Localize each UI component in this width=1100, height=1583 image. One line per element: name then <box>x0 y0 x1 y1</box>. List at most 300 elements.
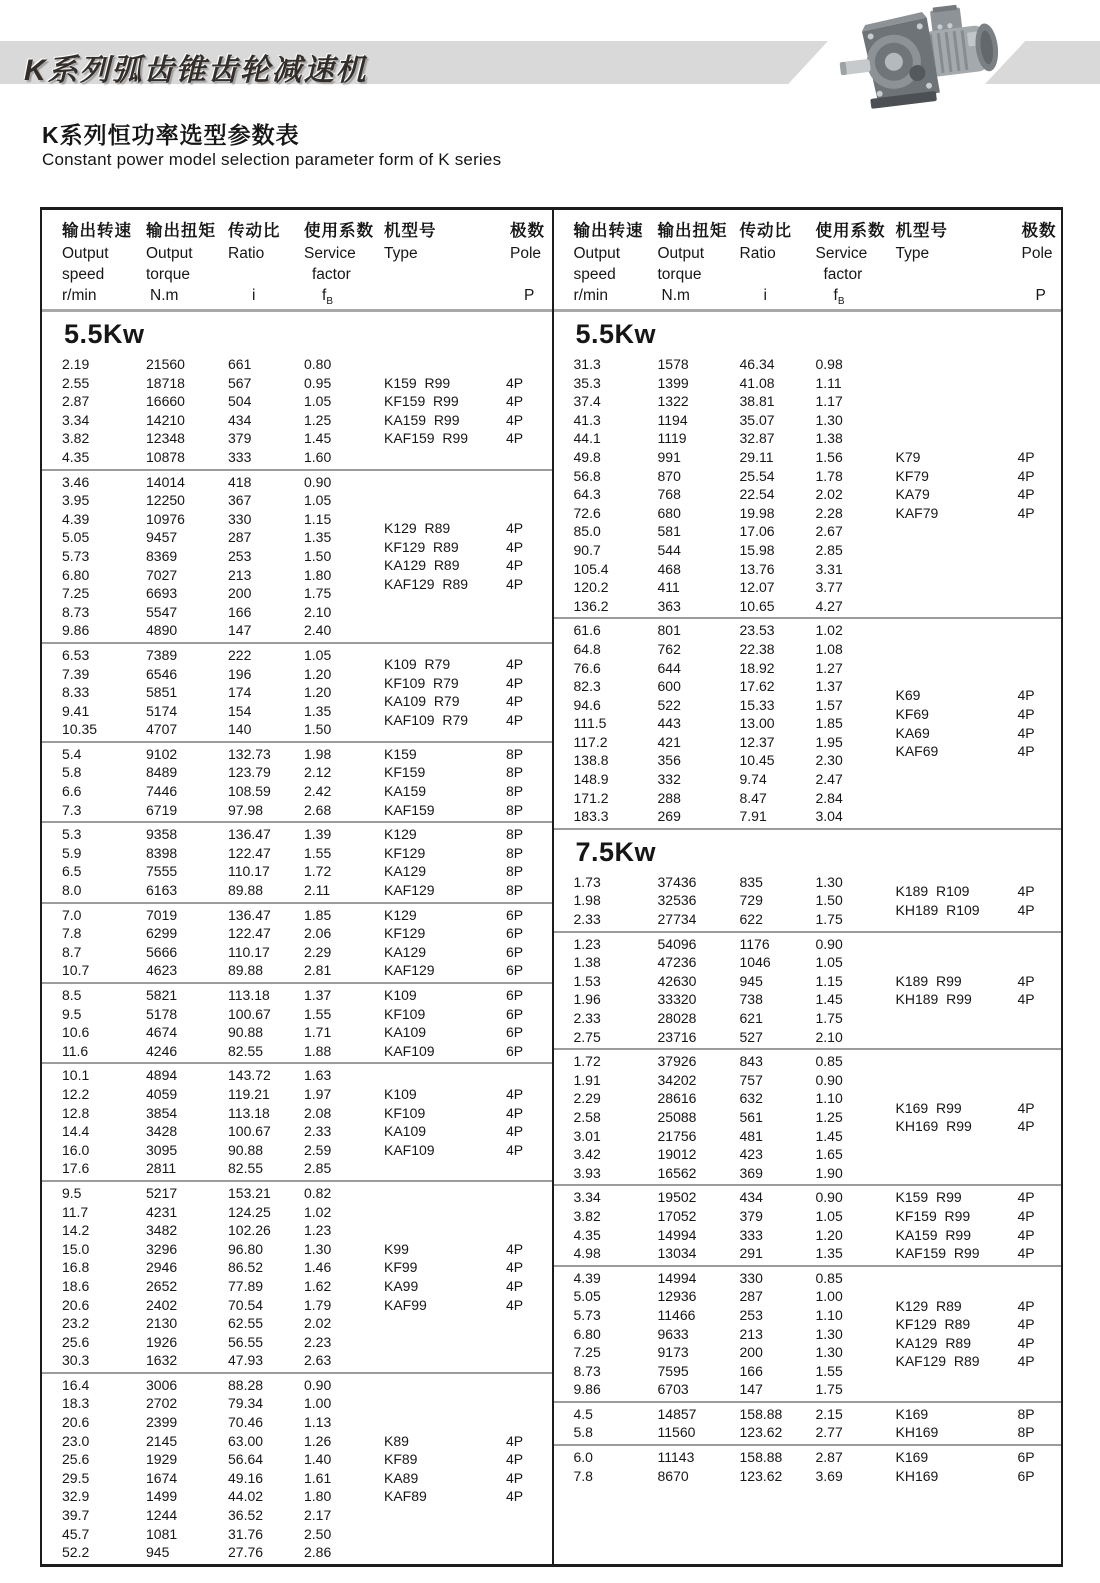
factor-cell: 1.75 <box>815 1010 843 1026</box>
table-row <box>554 1108 896 1127</box>
parameter-table <box>40 207 1063 1567</box>
pole-cell: 4P <box>1017 687 1035 704</box>
type-list <box>384 646 552 739</box>
data-block <box>42 1372 552 1564</box>
table-row <box>554 560 896 579</box>
ratio-cell: 62.55 <box>228 1315 264 1332</box>
torque-cell: 363 <box>657 597 681 614</box>
speed-cell: 7.8 <box>573 1467 593 1484</box>
table-row <box>42 1104 384 1123</box>
model-cell: KF159 R99 <box>895 1207 971 1224</box>
factor-cell: 2.12 <box>304 764 332 781</box>
table-row <box>42 1450 384 1469</box>
header-line: i <box>763 287 767 304</box>
table-row <box>554 597 896 616</box>
table-row <box>554 485 896 504</box>
type-entry <box>384 801 552 820</box>
table-row <box>554 522 896 541</box>
factor-cell: 1.57 <box>815 696 843 713</box>
ratio-cell: 729 <box>739 892 763 909</box>
ratio-cell: 418 <box>228 473 252 490</box>
torque-cell: 522 <box>657 696 681 713</box>
header-line <box>896 285 1018 306</box>
speed-cell: 14.4 <box>62 1123 90 1140</box>
model-cell: K129 R89 <box>384 520 451 537</box>
torque-cell: 356 <box>657 752 681 769</box>
model-cell: KA129 <box>384 943 427 960</box>
data-rows <box>42 906 384 980</box>
section-title: 5.5Kw <box>575 319 657 349</box>
torque-cell: 14994 <box>657 1226 697 1243</box>
ratio-cell: 561 <box>739 1108 763 1125</box>
speed-cell: 8.73 <box>62 603 90 620</box>
type-entry <box>896 1099 1062 1118</box>
torque-cell: 4890 <box>146 622 178 639</box>
factor-cell: 2.50 <box>304 1525 332 1542</box>
table-row <box>42 448 384 467</box>
type-entry <box>896 1315 1062 1334</box>
model-cell: KA159 R99 <box>384 411 460 428</box>
speed-cell: 11.7 <box>62 1203 89 1220</box>
type-entry <box>384 844 552 863</box>
torque-cell: 768 <box>657 486 681 503</box>
speed-cell: 3.95 <box>62 492 90 509</box>
pole-cell: 4P <box>506 538 524 555</box>
speed-cell: 16.4 <box>62 1376 90 1393</box>
type-entry <box>384 745 552 764</box>
data-block <box>42 469 552 642</box>
table-row <box>554 1127 896 1146</box>
torque-cell: 1119 <box>657 430 687 447</box>
type-entry <box>384 1005 552 1024</box>
torque-cell: 27734 <box>657 911 697 928</box>
table-row <box>42 1506 384 1525</box>
speed-cell: 1.91 <box>573 1071 601 1088</box>
speed-cell: 120.2 <box>573 579 609 596</box>
torque-cell: 28028 <box>657 1010 697 1026</box>
table-row <box>554 1405 896 1424</box>
torque-cell: 5851 <box>146 684 178 701</box>
table-row <box>42 1394 384 1413</box>
header-line <box>740 264 816 285</box>
model-cell: K79 <box>895 448 921 465</box>
speed-cell: 16.8 <box>62 1259 90 1276</box>
factor-cell: 2.47 <box>815 771 843 788</box>
ratio-cell: 434 <box>228 411 252 428</box>
pole-cell: 4P <box>1017 1099 1035 1116</box>
torque-cell: 468 <box>657 560 681 577</box>
table-row <box>554 1052 896 1071</box>
speed-cell: 76.6 <box>573 659 601 676</box>
type-entry <box>384 374 552 393</box>
speed-cell: 4.5 <box>573 1405 593 1422</box>
data-block <box>42 982 552 1062</box>
ratio-cell: 434 <box>739 1189 763 1206</box>
header-col <box>384 219 506 309</box>
torque-cell: 945 <box>146 1544 170 1561</box>
header-line: Output <box>146 245 193 262</box>
model-cell: KA99 <box>384 1277 419 1294</box>
factor-cell: 2.67 <box>815 523 843 540</box>
torque-cell: 17052 <box>657 1207 697 1224</box>
type-entry <box>384 906 552 925</box>
column-header <box>42 210 552 312</box>
type-entry <box>384 943 552 962</box>
type-list <box>896 1448 1062 1485</box>
ratio-cell: 9.74 <box>739 771 767 788</box>
pole-cell: 4P <box>1017 972 1035 989</box>
torque-cell: 3296 <box>146 1240 178 1257</box>
ratio-cell: 132.73 <box>228 745 271 762</box>
factor-cell: 2.85 <box>815 541 843 558</box>
factor-cell: 0.82 <box>304 1184 332 1201</box>
header-line: torque <box>146 266 190 283</box>
table-row <box>554 429 896 448</box>
torque-cell: 4674 <box>146 1024 178 1041</box>
header-line: torque <box>657 266 702 283</box>
header-line: 机型号 <box>895 222 948 240</box>
factor-cell: 2.23 <box>304 1333 332 1350</box>
pole-cell: 6P <box>506 987 524 1003</box>
torque-cell: 14994 <box>657 1269 697 1286</box>
ratio-cell: 32.87 <box>739 430 775 447</box>
header-line: 使用系数 <box>815 222 886 240</box>
type-entry <box>384 782 552 801</box>
ratio-cell: 835 <box>739 873 763 890</box>
factor-cell: 1.20 <box>304 684 332 701</box>
type-list <box>896 1269 1062 1399</box>
pole-cell: 4P <box>506 1240 524 1257</box>
speed-cell: 6.53 <box>62 646 90 663</box>
ratio-cell: 1176 <box>739 935 770 952</box>
factor-cell: 1.05 <box>815 954 843 971</box>
header-col <box>740 219 816 309</box>
factor-cell: 1.02 <box>815 622 843 639</box>
data-rows <box>42 355 384 467</box>
ratio-cell: 213 <box>739 1325 763 1342</box>
ratio-cell: 38.81 <box>739 393 775 410</box>
header-line: factor <box>823 266 863 283</box>
speed-cell: 12.2 <box>62 1085 90 1102</box>
model-cell: KAF89 <box>384 1488 427 1505</box>
table-row <box>554 807 896 826</box>
pole-cell: 4P <box>1017 901 1035 918</box>
torque-cell: 870 <box>657 467 681 484</box>
table-row <box>554 935 896 954</box>
table-row <box>554 1071 896 1090</box>
speed-cell: 1.98 <box>573 892 601 909</box>
factor-cell: 1.45 <box>815 991 843 1008</box>
factor-cell: 1.39 <box>304 826 332 843</box>
ratio-cell: 367 <box>228 492 252 509</box>
pole-cell: 4P <box>506 430 524 447</box>
torque-cell: 411 <box>657 579 680 596</box>
speed-cell: 3.46 <box>62 473 90 490</box>
speed-cell: 8.33 <box>62 684 90 701</box>
ratio-cell: 13.76 <box>739 560 775 577</box>
table-row <box>554 392 896 411</box>
factor-cell: 2.10 <box>815 1028 843 1045</box>
type-list <box>896 1052 1062 1182</box>
ratio-cell: 567 <box>228 374 252 391</box>
torque-cell: 12348 <box>146 430 185 447</box>
torque-cell: 1674 <box>146 1469 178 1486</box>
table-row <box>554 972 896 991</box>
ratio-cell: 90.88 <box>228 1024 264 1041</box>
model-cell: KF109 <box>384 1104 426 1121</box>
table-row <box>42 1296 384 1315</box>
torque-cell: 4707 <box>146 721 178 738</box>
type-entry <box>896 724 1062 743</box>
header-col <box>658 219 740 309</box>
ratio-cell: 154 <box>228 702 252 719</box>
factor-cell: 1.26 <box>304 1432 332 1449</box>
speed-cell: 1.53 <box>573 972 601 989</box>
table-row <box>42 1023 384 1042</box>
torque-cell: 13034 <box>657 1245 697 1262</box>
model-cell: K109 <box>384 1085 417 1102</box>
torque-cell: 801 <box>657 622 681 639</box>
ratio-cell: 122.47 <box>228 925 271 942</box>
header-line: Type <box>895 245 930 262</box>
torque-cell: 4059 <box>146 1085 178 1102</box>
data-rows <box>554 1052 896 1182</box>
factor-cell: 1.45 <box>304 430 332 447</box>
model-cell: K159 R99 <box>895 1189 962 1206</box>
speed-cell: 6.6 <box>62 783 82 800</box>
ratio-cell: 12.07 <box>739 579 775 596</box>
table-row <box>554 1467 896 1486</box>
table-row <box>554 467 896 486</box>
table-row <box>42 943 384 962</box>
torque-cell: 421 <box>657 733 681 750</box>
ratio-cell: 379 <box>228 430 252 447</box>
factor-cell: 1.30 <box>815 411 843 428</box>
table-row <box>554 621 896 640</box>
model-cell: KAF159 R99 <box>384 430 469 447</box>
type-entry <box>896 1334 1062 1353</box>
speed-cell: 9.86 <box>573 1381 601 1398</box>
banner-title: K系列弧齿锥齿轮减速机 <box>24 54 368 87</box>
speed-cell: 7.25 <box>573 1344 601 1361</box>
speed-cell: 138.8 <box>573 752 609 769</box>
speed-cell: 11.6 <box>62 1042 89 1059</box>
model-cell: K169 R99 <box>895 1099 962 1116</box>
factor-cell: 2.85 <box>304 1160 332 1177</box>
speed-cell: 10.7 <box>62 962 90 979</box>
type-entry <box>384 1296 552 1315</box>
factor-cell: 1.75 <box>304 585 332 602</box>
factor-cell: 0.90 <box>815 935 843 952</box>
factor-cell: 1.75 <box>815 911 843 928</box>
torque-cell: 10878 <box>146 448 185 465</box>
ratio-cell: 15.33 <box>739 696 775 713</box>
pole-cell: 4P <box>1017 448 1035 465</box>
speed-cell: 7.39 <box>62 665 90 682</box>
table-half-right <box>552 210 1062 1564</box>
speed-cell: 4.35 <box>573 1226 601 1243</box>
ratio-cell: 19.98 <box>739 504 775 521</box>
speed-cell: 5.3 <box>62 826 82 843</box>
table-row <box>42 392 384 411</box>
factor-cell: 1.05 <box>304 492 332 509</box>
table-row <box>42 1042 384 1061</box>
torque-cell: 2811 <box>146 1160 177 1177</box>
speed-cell: 6.5 <box>62 863 82 880</box>
ratio-cell: 423 <box>739 1146 763 1163</box>
factor-cell: 1.65 <box>815 1146 843 1163</box>
pole-cell: 4P <box>506 393 524 410</box>
ratio-cell: 110.17 <box>228 943 270 960</box>
data-block <box>554 931 1062 1049</box>
ratio-cell: 10.45 <box>739 752 775 769</box>
type-list <box>384 906 552 980</box>
speed-cell: 3.34 <box>62 411 90 428</box>
ratio-cell: 56.64 <box>228 1451 264 1468</box>
torque-cell: 7595 <box>657 1362 689 1379</box>
ratio-cell: 369 <box>739 1164 763 1181</box>
header-line: 输出转速 <box>62 222 132 240</box>
speed-cell: 61.6 <box>573 622 601 639</box>
factor-cell: 2.59 <box>304 1141 332 1158</box>
data-block <box>554 353 1062 617</box>
torque-cell: 2702 <box>146 1395 178 1412</box>
factor-cell: 2.02 <box>304 1315 332 1332</box>
table-row <box>42 683 384 702</box>
ratio-cell: 158.88 <box>739 1449 783 1466</box>
pole-cell: 4P <box>1017 1189 1035 1206</box>
speed-cell: 20.6 <box>62 1296 90 1313</box>
factor-cell: 1.85 <box>304 906 332 923</box>
model-cell: KA129 <box>384 863 427 880</box>
table-row <box>554 1423 896 1442</box>
data-block <box>554 1184 1062 1264</box>
factor-cell: 1.45 <box>815 1127 843 1144</box>
ratio-cell: 86.52 <box>228 1259 264 1276</box>
pole-cell: 4P <box>506 520 524 537</box>
table-section <box>554 828 1062 1487</box>
type-list <box>896 1188 1062 1262</box>
torque-cell: 5547 <box>146 603 178 620</box>
pole-cell: 6P <box>506 925 524 942</box>
table-row <box>42 510 384 529</box>
factor-cell: 1.20 <box>304 665 332 682</box>
type-entry <box>384 1141 552 1160</box>
factor-cell: 1.90 <box>815 1164 843 1181</box>
speed-cell: 5.8 <box>62 764 82 781</box>
table-row <box>42 429 384 448</box>
torque-cell: 14857 <box>657 1405 697 1422</box>
factor-cell: 0.80 <box>304 356 332 372</box>
speed-cell: 1.73 <box>573 873 601 890</box>
model-cell: K189 R109 <box>895 883 970 900</box>
table-row <box>42 1184 384 1203</box>
torque-cell: 12250 <box>146 492 185 509</box>
torque-cell: 10976 <box>146 510 185 527</box>
torque-cell: 5821 <box>146 987 178 1003</box>
pole-cell: 6P <box>506 1042 524 1059</box>
speed-cell: 2.87 <box>62 393 90 410</box>
table-row <box>42 355 384 374</box>
ratio-cell: 10.65 <box>739 597 775 614</box>
factor-cell: 2.08 <box>304 1104 332 1121</box>
torque-cell: 5178 <box>146 1005 178 1022</box>
factor-cell: 2.42 <box>304 783 332 800</box>
pole-cell: 4P <box>506 374 524 391</box>
factor-cell: 0.85 <box>815 1269 843 1286</box>
factor-cell: 1.79 <box>304 1296 332 1313</box>
type-list <box>896 621 1062 826</box>
ratio-cell: 17.62 <box>739 678 775 695</box>
header-line <box>1022 264 1062 285</box>
factor-cell: 1.30 <box>815 873 843 890</box>
pole-cell: 4P <box>1017 1334 1035 1351</box>
factor-cell: 2.84 <box>815 789 843 806</box>
table-row <box>554 1343 896 1362</box>
speed-cell: 82.3 <box>573 678 601 695</box>
speed-cell: 39.7 <box>62 1507 90 1524</box>
table-row <box>554 1188 896 1207</box>
model-cell: K109 <box>384 987 417 1003</box>
ratio-cell: 632 <box>739 1090 763 1107</box>
ratio-cell: 123.62 <box>739 1467 783 1484</box>
table-row <box>42 844 384 863</box>
pole-cell: 4P <box>506 1259 524 1276</box>
header-line: 机型号 <box>384 222 437 240</box>
torque-cell: 1322 <box>657 393 689 410</box>
data-block <box>554 1444 1062 1487</box>
type-entry <box>384 1258 552 1277</box>
table-row <box>42 720 384 739</box>
factor-cell: 1.55 <box>304 1005 332 1022</box>
table-row <box>554 910 896 929</box>
data-block <box>42 642 552 741</box>
speed-cell: 9.86 <box>62 622 90 639</box>
ratio-cell: 527 <box>739 1028 763 1045</box>
ratio-cell: 140 <box>228 721 252 738</box>
torque-cell: 5217 <box>146 1184 178 1201</box>
model-cell: K169 <box>895 1405 929 1422</box>
speed-cell: 105.4 <box>573 560 609 577</box>
speed-cell: 10.35 <box>62 721 98 738</box>
type-list <box>896 935 1062 1047</box>
header-line: 输出扭矩 <box>146 222 216 240</box>
torque-cell: 8670 <box>657 1467 689 1484</box>
type-list <box>896 1405 1062 1442</box>
model-cell: KF109 <box>384 1005 426 1022</box>
torque-cell: 7019 <box>146 906 178 923</box>
page-title: K系列恒功率选型参数表 <box>42 122 300 148</box>
type-entry <box>896 1467 1062 1486</box>
header-line: P <box>524 287 535 304</box>
ratio-cell: 13.00 <box>739 715 775 732</box>
factor-cell: 1.72 <box>304 863 332 880</box>
pole-cell: 4P <box>1017 467 1035 484</box>
model-cell: KAF159 <box>384 801 435 818</box>
speed-cell: 4.35 <box>62 448 90 465</box>
factor-cell: 1.62 <box>304 1277 332 1294</box>
ratio-cell: 90.88 <box>228 1141 264 1158</box>
factor-cell: 1.10 <box>815 1090 843 1107</box>
torque-cell: 19012 <box>657 1146 697 1163</box>
type-list <box>384 355 552 467</box>
table-row <box>554 411 896 430</box>
table-row <box>42 1141 384 1160</box>
ratio-cell: 22.54 <box>739 486 775 503</box>
table-row <box>554 1325 896 1344</box>
table-row <box>42 862 384 881</box>
header-line: $f_B$ <box>322 287 333 308</box>
